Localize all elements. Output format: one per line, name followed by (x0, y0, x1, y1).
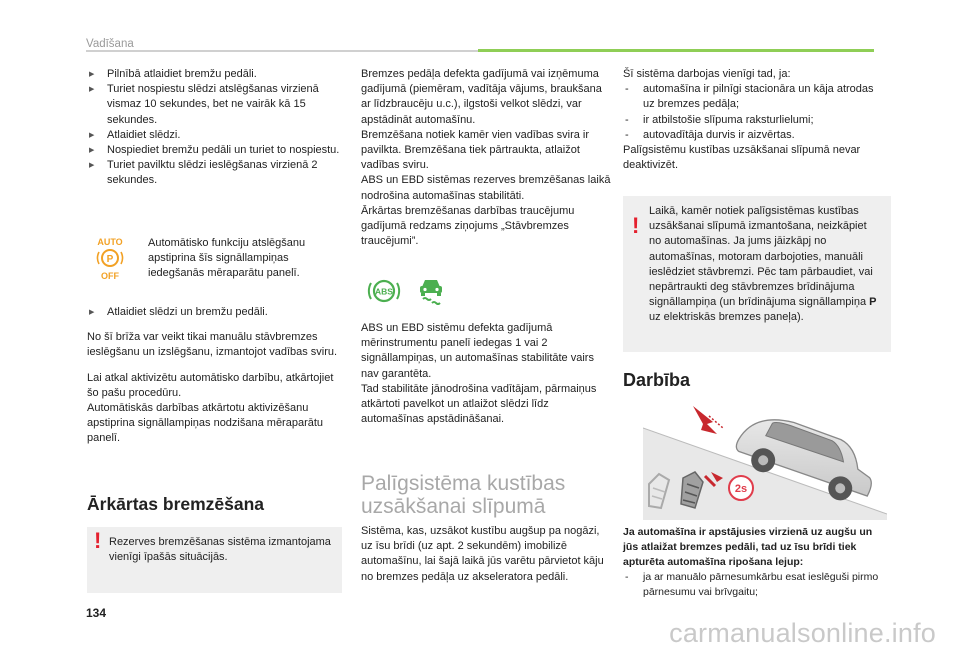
two-seconds-badge: 2s (734, 483, 748, 495)
warning-box-hill-assist (623, 196, 891, 352)
hill-start-illustration (643, 392, 887, 520)
auto-icon-bottom: OFF (101, 271, 119, 280)
warning-exclamation-icon: ! (94, 528, 102, 553)
column-2-body (361, 67, 614, 249)
paragraph: Bremzēšana notiek kamēr vien vadības svira ir pavilkta. Bremzēšana tiek pārtraukta, atlaižot vadības sviru. (361, 128, 590, 172)
condition-item: - ir atbilstošie slīpuma raksturlielumi; (623, 113, 881, 128)
auto-icon-top: AUTO (97, 237, 123, 247)
step-item: ▶ Nospiediet bremžu pedāli un turiet to nospiestu. (87, 143, 342, 158)
paragraph: ABS un EBD sistēmas rezerves bremzēšanas laikā nodrošina automašīnas stabilitāti. (361, 174, 611, 202)
column-2-abs-text (361, 321, 614, 427)
auto-off-row (90, 236, 342, 282)
column-1-body (87, 305, 342, 447)
auto-p-off-icon (90, 236, 130, 280)
condition-item: - autovadītāja durvis ir aizvērtas. (623, 128, 881, 143)
page-number: 134 (86, 606, 107, 620)
operation-heading: Darbība (623, 370, 691, 390)
abs-esc-icons (366, 276, 446, 307)
step-item: ▶ Pilnībā atlaidiet bremžu pedāli. (87, 67, 342, 82)
step-item: ▶ Turiet pavilktu slēdzi ieslēgšanas virzienā 2 sekundes. (87, 158, 342, 188)
step-item: ▶ Atlaidiet slēdzi. (87, 128, 342, 143)
emergency-braking-heading: Ārkārtas bremzēšana (87, 494, 265, 514)
warning-text: Rezerves bremzēšanas sistēma izmantojama vienīgi īpašās situācijās. (109, 536, 331, 564)
paragraph: Bremzes pedāļa defekta gadījumā vai izņēmuma gadījumā (piemēram, vadītāja vājums, braukšana ar līdzbraucēju u.c.), ilgstoši velkot slēdzi, var apstādināt automašīnu. (361, 68, 602, 126)
paragraph: Automātiskās darbības atkārtotu aktivizēšanu apstiprina signāllampiņas nodzišana mēraparātu panelī. (87, 402, 324, 445)
column-3-operation (623, 525, 881, 600)
paragraph: Ārkārtas bremzēšanas darbības traucējumu gadījumā redzams ziņojums „Stāvbremzes traucējumi”. (361, 204, 575, 248)
warning-box-emergency (87, 527, 342, 593)
warning-text: Laikā, kamēr notiek palīgsistēmas kustības uzsākšanai slīpumā izmantošana, neizkāpiet no automašīnas. Ja jums jāizkāpj no automašīnas, motoram darbojoties, manuāli ieslēdziet stāvbremzi. Pēc tam pārbaudiet, vai nepārtraukti deg stāvbremzes brīdinājuma signāllampiņa (un brīdinājuma signāllampiņa P uz elektriskās bremzes paneļa). (649, 205, 877, 324)
auto-off-description: Automātisko funkciju atslēgšanu apstiprina šīs signāllampiņas iedegšanās mēraparātu panelī. (148, 237, 306, 280)
column-3-body (623, 67, 881, 173)
step-item: ▶ Turiet nospiestu slēdzi atslēgšanas virzienā vismaz 10 sekundes, bet ne vairāk kā 15 sekundes. (87, 82, 342, 128)
step-item: ▶ Atlaidiet slēdzi un bremžu pedāli. (87, 305, 342, 320)
column-1-steps (87, 67, 342, 189)
condition-item: - ja ar manuālo pārnesumkārbu esat ieslēguši pirmo pārnesumu vai brīvgaitu; (623, 570, 881, 600)
condition-item: - automašīna ir pilnīgi stacionāra un kāja atrodas uz bremzes pedāļa; (623, 82, 881, 112)
warning-exclamation-icon: ! (632, 213, 640, 238)
hill-start-heading: Palīgsistēma kustības uzsākšanai slīpumā (361, 472, 566, 518)
paragraph: Lai atkal aktivizētu automātisko darbību, atkārtojiet šo pašu procedūru. (87, 371, 334, 399)
abs-icon-label: ABS (375, 286, 393, 297)
auto-icon-mid: P (106, 254, 114, 265)
watermark: carmanualsonline.info (669, 618, 936, 648)
section-header: Vadīšana (86, 38, 134, 50)
stability-control-icon (416, 273, 446, 307)
paragraph: Tad stabilitāte jānodrošina vadītājam, pārmaiņus atkārtoti pavelkot un atlaižot slēdzi līdz automašīnas apstādināšanai. (361, 382, 597, 426)
header-divider (86, 50, 478, 52)
paragraph: Palīgsistēmu kustības uzsākšanai slīpumā nevar deaktivizēt. (623, 144, 861, 172)
paragraph: ABS un EBD sistēmu defekta gadījumā mērinstrumentu panelī iedegas 1 vai 2 signāllampiņas, un automašīnas stabilitāte vairs nav garantēta. (361, 322, 594, 380)
operation-bold-text: Ja automašīna ir apstājusies virzienā uz augšu un jūs atlaižat bremzes pedāli, tad uz īsu brīdi tiek apturēta automašīna ripošana lejup: (623, 526, 873, 568)
abs-warning-icon (366, 276, 402, 306)
paragraph: Šī sistēma darbojas vienīgi tad, ja: (623, 68, 791, 80)
header-accent-bar (478, 49, 874, 52)
paragraph: Sistēma, kas, uzsākot kustību augšup pa nogāzi, uz īsu brīdi (uz apt. 2 sekundēm) imobilizē automašīnu, lai šajā laikā jūs varētu pārvietot kāju no bremzes pedāļa uz akseleratora pedāli. (361, 525, 604, 583)
paragraph: No šī brīža var veikt tikai manuālu stāvbremzes ieslēgšanu un izslēgšanu, izmantojot vadības sviru. (87, 331, 338, 359)
column-2-hill-text (361, 524, 614, 585)
